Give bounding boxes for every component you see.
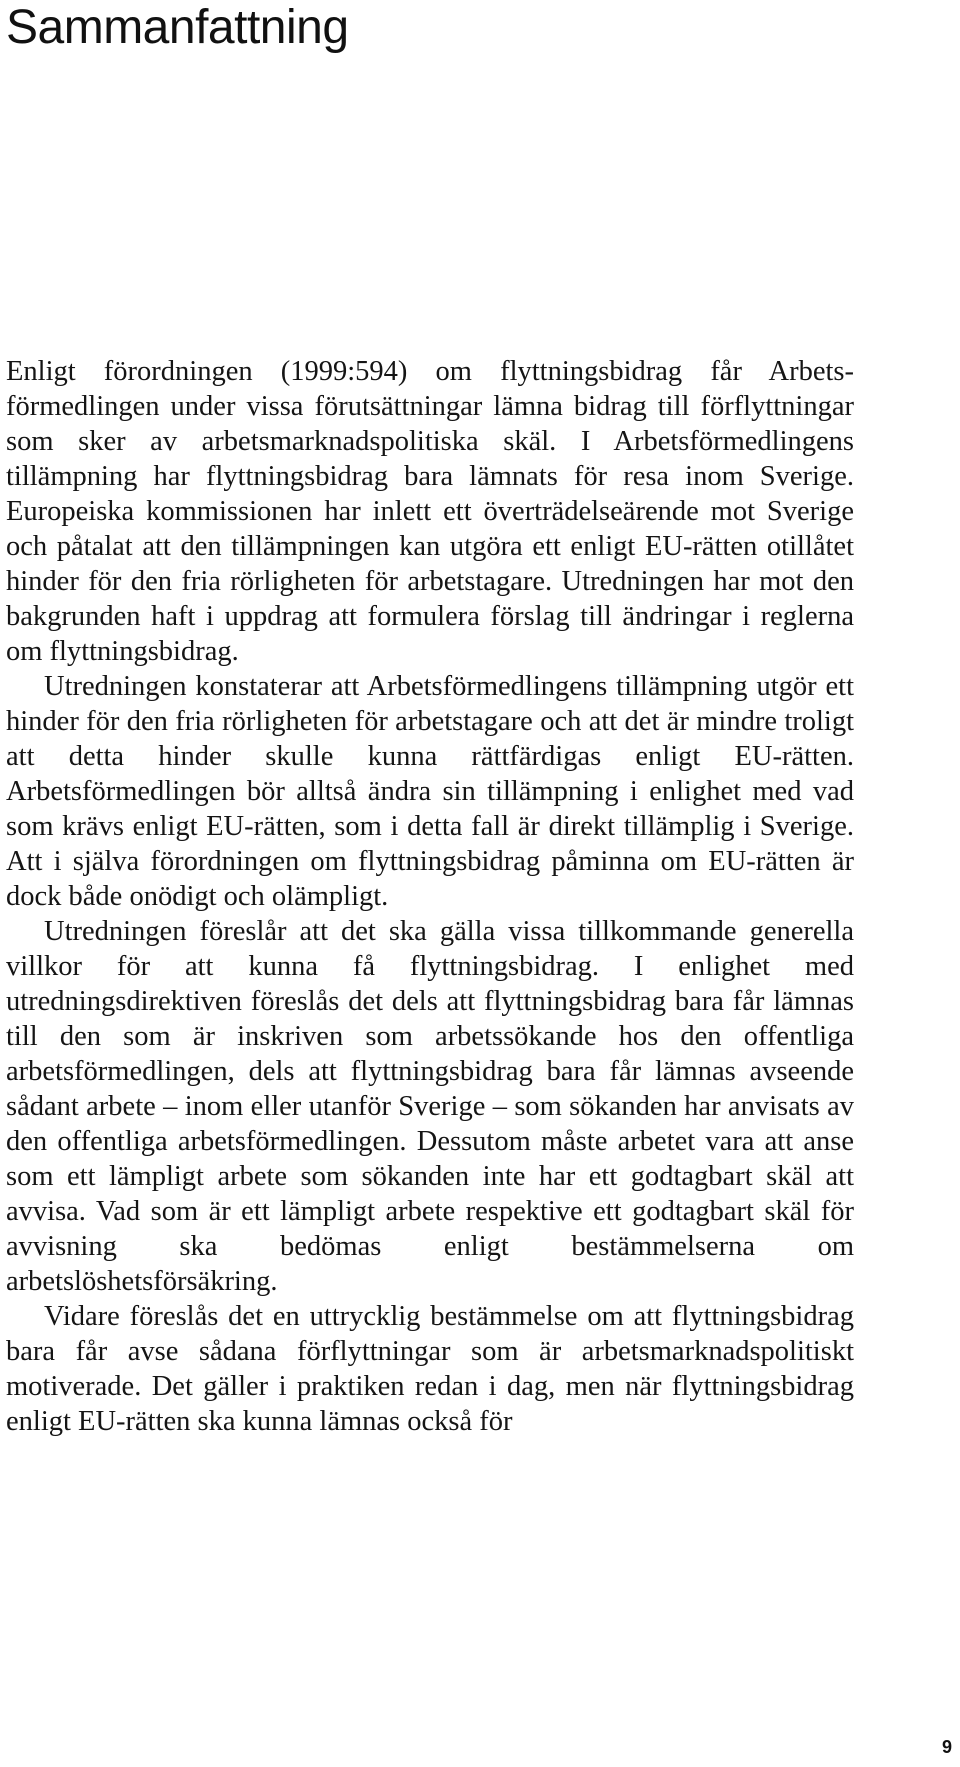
paragraph-2: Utredningen konstaterar att Arbetsförmedlingens tillämpning utgör ett hinder för den fria rörligheten för arbetstagare och att det är mindre troligt att detta hinder skulle kunna rättfärdigas enligt EU-rätten. Arbetsförmedlingen bör alltså ändra sin tillämpning i enlighet med vad som krävs enligt EU-rätten, som i detta fall är direkt tillämplig i Sverige. Att i själva förordningen om flyttningsbidrag påminna om EU-rätten är dock både onödigt och olämpligt. xyxy=(6,671,854,912)
paragraph-4: Vidare föreslås det en uttrycklig bestämmelse om att flyttningsbidrag bara får avse sådana förflyttningar som är arbetsmarknadspolitiskt motiverade. Det gäller i praktiken redan i dag, men när flyttningsbidrag enligt EU-rätten ska kunna lämnas också för xyxy=(6,1301,854,1437)
summary-body xyxy=(6,354,854,1439)
paragraph-1: Enligt förordningen (1999:594) om flyttningsbidrag får Arbetsförmedlingen under vissa förutsättningar lämna bidrag till förflyttningar som sker av arbetsmarknadspolitiska skäl. I Arbetsförmedlingens tillämpning har flyttningsbidrag bara lämnats för resa inom Sverige. Europeiska kommissionen har inlett ett överträdelseärende mot Sverige och påtalat att den tillämpningen kan utgöra ett enligt EU-rätten otillåtet hinder för den fria rörligheten för arbetstagare. Utredningen har mot den bakgrunden haft i uppdrag att formulera förslag till ändringar i reglerna om flyttningsbidrag. xyxy=(6,356,854,667)
page-title: Sammanfattning xyxy=(6,1,349,54)
page-number: 9 xyxy=(941,1737,952,1757)
paragraph-3: Utredningen föreslår att det ska gälla vissa tillkommande generella villkor för att kunna få flyttningsbidrag. I enlighet med utredningsdirektiven föreslås det dels att flyttningsbidrag bara får lämnas till den som är inskriven som arbetssökande hos den offentliga arbetsförmedlingen, dels att flyttningsbidrag bara får lämnas avseende sådant arbete – inom eller utanför Sverige – som sökanden har anvisats av den offentliga arbetsförmedlingen. Dessutom måste arbetet vara att anse som ett lämpligt arbete som sökanden inte har ett godtagbart skäl att avvisa. Vad som är ett lämpligt arbete respektive ett godtagbart skäl för avvisning ska bedömas enligt bestämmelserna om arbetslöshetsförsäkring. xyxy=(6,916,854,1297)
